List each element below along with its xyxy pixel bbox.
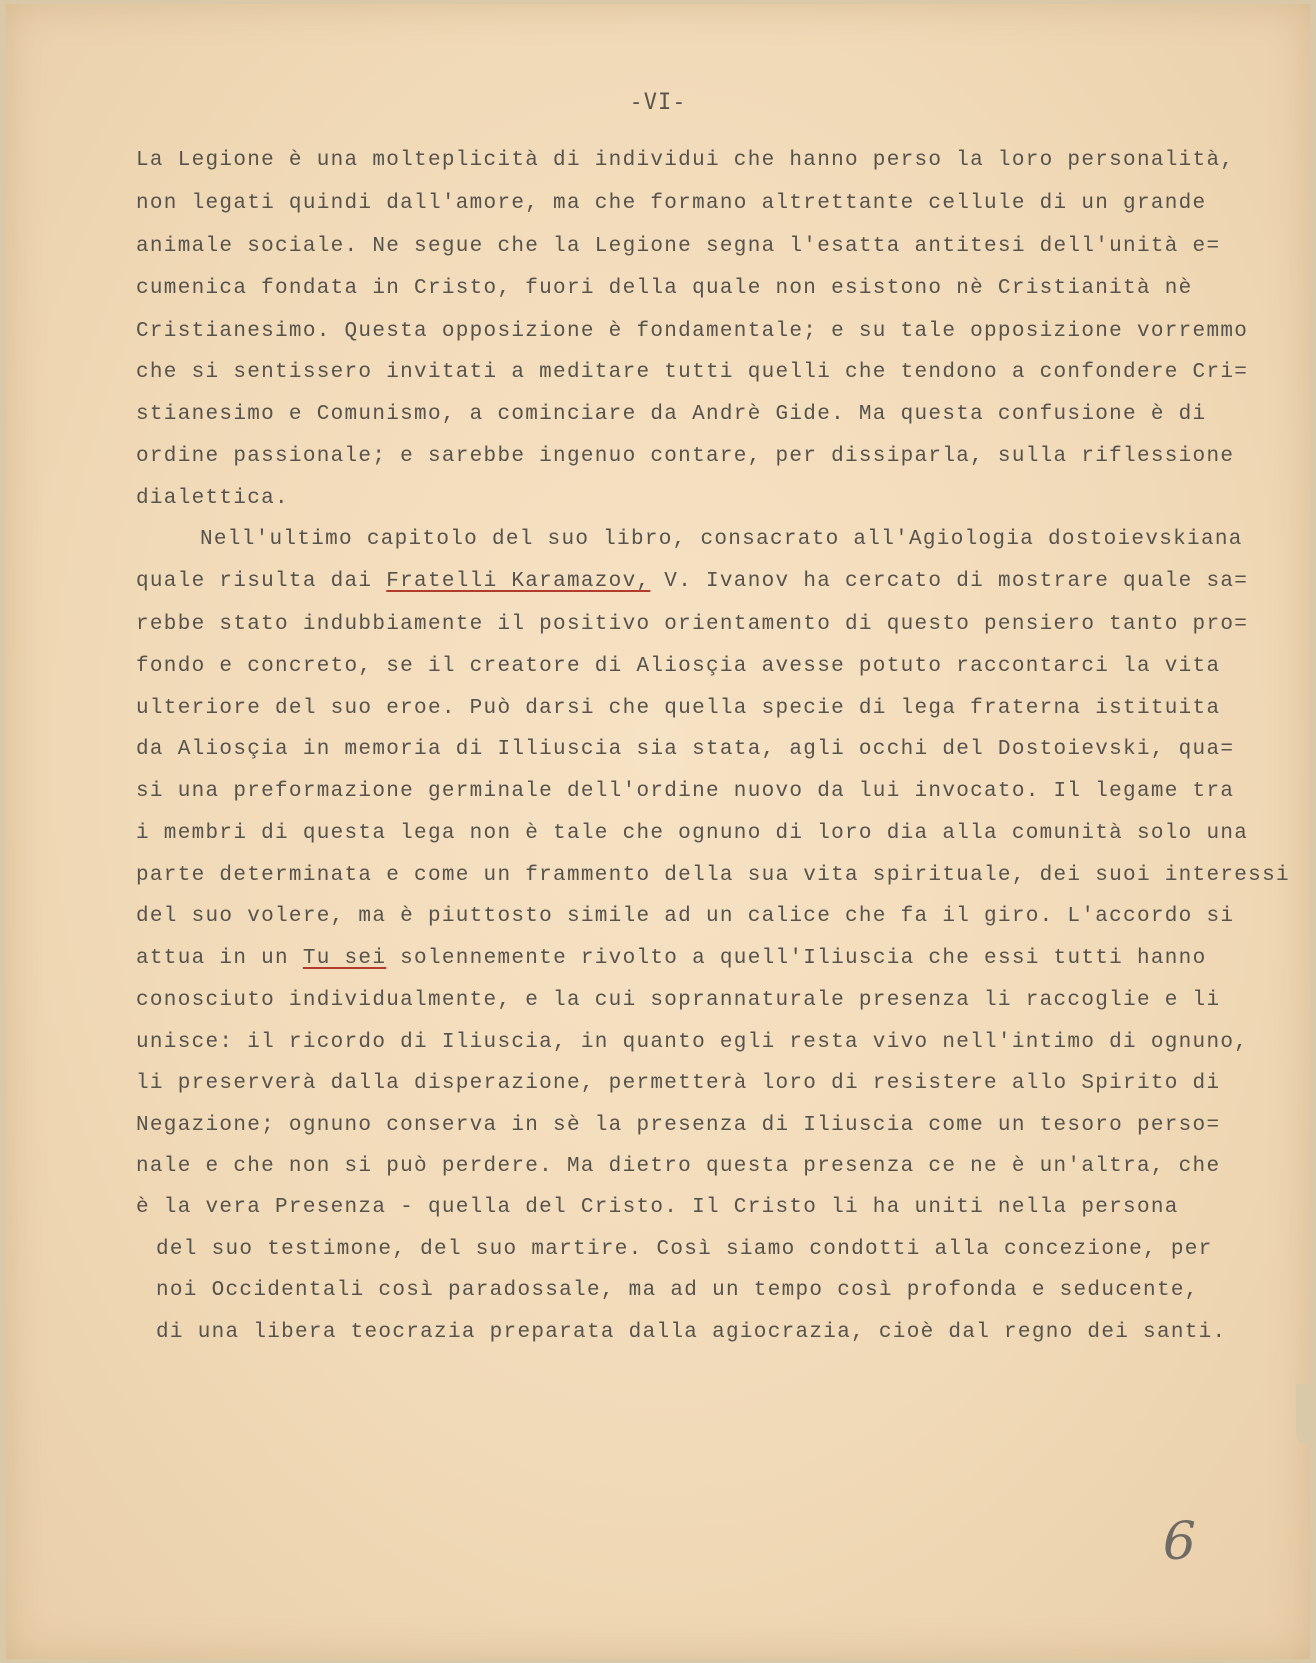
text-line: conosciuto individualmente, e la cui soprannaturale presenza li raccoglie e li xyxy=(136,989,1221,1012)
text-line: dialettica. xyxy=(136,487,289,510)
text-line: i membri di questa lega non è tale che ognuno di loro dia alla comunità solo una xyxy=(136,822,1249,845)
text-line: unisce: il ricordo di Iliuscia, in quanto egli resta vivo nell'intimo di ognuno, xyxy=(136,1031,1249,1054)
text-line: animale sociale. Ne segue che la Legione segna l'esatta antitesi dell'unità e= xyxy=(136,235,1221,258)
text-run: attua in un xyxy=(136,947,303,970)
text-line: del suo testimone, del suo martire. Così siamo condotti alla concezione, per xyxy=(156,1238,1213,1261)
text-line xyxy=(136,947,1206,970)
text-line: da Aliosçia in memoria di Illiuscia sia stata, agli occhi del Dostoievski, qua= xyxy=(136,738,1235,761)
page-number: -VI- xyxy=(629,90,687,115)
page-edge-tear xyxy=(1296,1384,1310,1444)
text-run: V. Ivanov ha cercato di mostrare quale sa= xyxy=(650,570,1249,593)
book-title-karamazov: Fratelli Karamazov, xyxy=(386,570,651,593)
emphasis-tu-sei: Tu sei xyxy=(302,947,387,970)
text-line: ulteriore del suo eroe. Può darsi che quella specie di lega fraterna istituita xyxy=(136,697,1221,720)
text-line: cumenica fondata in Cristo, fuori della quale non esistono nè Cristianità nè xyxy=(136,277,1193,300)
text-run: quale risulta dai xyxy=(136,570,387,593)
text-line: di una libera teocrazia preparata dalla agiocrazia, cioè dal regno dei santi. xyxy=(156,1321,1227,1344)
text-line: non legati quindi dall'amore, ma che formano altrettante cellule di un grande xyxy=(136,192,1207,215)
text-line: rebbe stato indubbiamente il positivo orientamento di questo pensiero tanto pro= xyxy=(136,613,1249,636)
text-line xyxy=(136,570,1248,593)
text-line: si una preformazione germinale dell'ordine nuovo da lui invocato. Il legame tra xyxy=(136,780,1235,803)
typewritten-page xyxy=(6,4,1310,1659)
text-line: stianesimo e Comunismo, a cominciare da Andrè Gide. Ma questa confusione è di xyxy=(136,403,1207,426)
text-line: è la vera Presenza - quella del Cristo. Il Cristo li ha uniti nella persona xyxy=(136,1196,1179,1219)
text-line: Negazione; ognuno conserva in sè la presenza di Iliuscia come un tesoro perso= xyxy=(136,1114,1221,1137)
text-line: noi Occidentali così paradossale, ma ad un tempo così profonda e seducente, xyxy=(156,1279,1199,1302)
text-line: Cristianesimo. Questa opposizione è fondamentale; e su tale opposizione vorremmo xyxy=(136,320,1249,343)
text-line: parte determinata e come un frammento della sua vita spirituale, dei suoi interessi xyxy=(136,864,1290,887)
text-line: che si sentissero invitati a meditare tutti quelli che tendono a confondere Cri= xyxy=(136,361,1249,384)
text-line: nale e che non si può perdere. Ma dietro questa presenza ce ne è un'altra, che xyxy=(136,1155,1221,1178)
text-line: fondo e concreto, se il creatore di Aliosçia avesse potuto raccontarci la vita xyxy=(136,655,1221,678)
text-line: La Legione è una molteplicità di individui che hanno perso la loro personalità, xyxy=(136,149,1235,172)
text-line: li preserverà dalla disperazione, permetterà loro di resistere allo Spirito di xyxy=(136,1072,1221,1095)
text-line: ordine passionale; e sarebbe ingenuo contare, per dissiparla, sulla riflessione xyxy=(136,445,1235,468)
text-run: solennemente rivolto a quell'Iliuscia che essi tutti hanno xyxy=(386,947,1207,970)
handwritten-folio-number: 6 xyxy=(1162,1512,1196,1572)
text-line: Nell'ultimo capitolo del suo libro, consacrato all'Agiologia dostoievskiana xyxy=(200,528,1243,551)
text-line: del suo volere, ma è piuttosto simile ad un calice che fa il giro. L'accordo si xyxy=(136,905,1235,928)
